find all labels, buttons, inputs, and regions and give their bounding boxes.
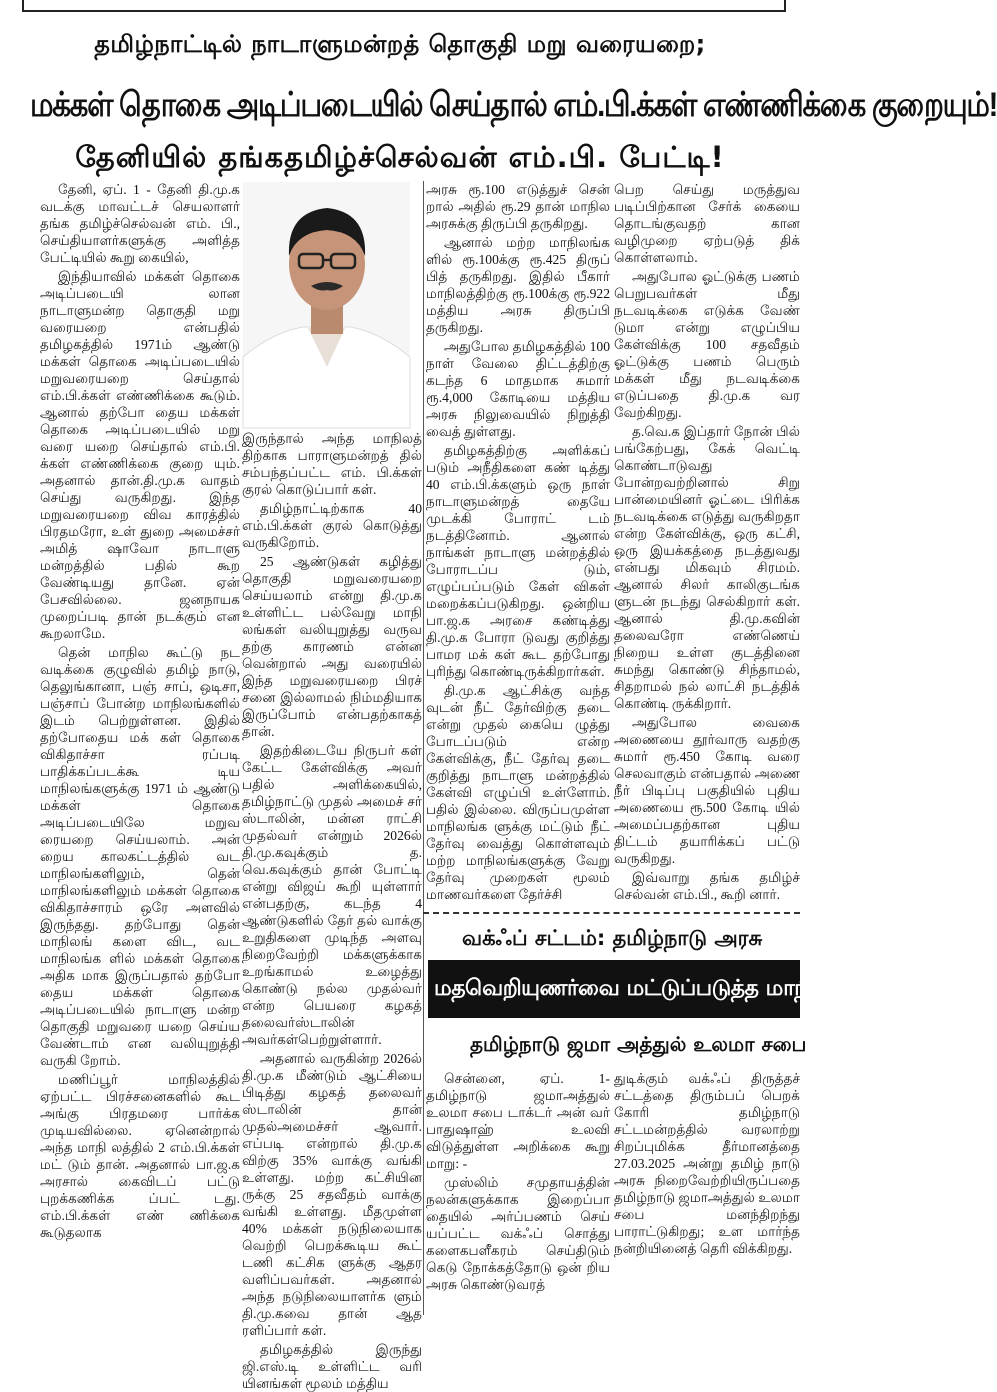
- portrait-image: [243, 182, 410, 428]
- paragraph: முஸ்லிம் சமுதாயத்தின் நலன்களுக்காக இறைப்பா தையில் அர்ப்பணம் செய் யப்பட்ட வக்ஃப் சொத்து களைகபளீகரம் செய்திடும் கெடு நோக்கத்தோடு ஒன் றிய அரசு கொண்டுவரத்: [426, 1175, 610, 1292]
- paragraph: ஆனால் மற்ற மாநிலங்க ளில் ரூ.100க்கு ரூ.425 திருப் பித் தருகிறது. இதில் பீகார் மாநிலத்திற்கு ரூ.100க்கு ரூ.922 மத்திய அரசு திருப்பி தருகிறது.: [426, 235, 610, 335]
- paragraph: தமிழகத்தில் இருந்து ஜி.எஸ்.டி உள்ளிட்ட வரி யினங்கள் மூலம் மத்திய: [242, 1342, 422, 1391]
- paragraph: த.வெ.க இப்தார் நோன் பில் பங்கேற்பது, கேக் வெட்டி கொண்டாடுவது போன்றவற்றினால் சிறு பான்மையினர் ஓட்டை பிரிக்க நடவடிக்கை எடுத்து வருகிறதா என்ற கேள்விக்கு, ஒரு கட்சி, ஒரு இயக்கத்தை நடத்துவது என்பது மிகவும் சிரமம். ஆனால் சிலர் காலிகுடங்க ளுடன் நடந்து செல்கிறார் கள். ஆனால் தி.மு.கவின் தலைவரோ எண்ணெய் நிறைய உள்ள குடத்தினை சுமந்து கொண்டு சிந்தாமல், சிதறாமல் நல் லாட்சி நடத்திக் கொண்டி ருக்கிறார்.: [614, 424, 800, 711]
- article-kicker: தமிழ்நாட்டில் நாடாளுமன்றத் தொகுதி மறு வரையறை;: [94, 30, 706, 58]
- article-headline: மக்கள் தொகை அடிப்படையில் செய்தால் எம்.பி.க்கள் எண்ணிக்கை குறையும்!: [30, 86, 997, 124]
- paragraph: தென் மாநில கூட்டு நட வடிக்கை குழுவில் தமிழ் நாடு, தெலுங்கானா, பஞ் சாப், ஒடிசா, பஞ்சாப் போன்ற மாநிலங்களில் இடம் பெற்றுள்ளன. இதில் தற்போதைய மக் கள் தொகை விகிதாச்சா ரப்படி பாதிக்கப்படக்கூ டிய மாநிலங்களுக்கு 1971 ம் ஆண்டு மக்கள் தொகை அடிப்படையிலே மறுவ ரையறை செய்யலாம். அன் றைய காலகட்டத்தில் வட மாநிலங்களிலும், தென் மாநிலங்களிலும் மக்கள் தொகை விகிதாச்சாரம் ஒரே அளவில் இருந்தது. தற்போது தென் மாநிலங் களை விட, வட மாநிலங்க ளில் மக்கள் தொகை அதிக மாக இருப்பதால் தற்போ தைய மக்கள் தொகை அடிப்படையில் நாடாளு மன்ற தொகுதி மறுவரை யறை செய்ய வேண்டாம் என வலியுறுத்தி வருகி றோம்.: [40, 645, 240, 1068]
- paragraph: இந்தியாவில் மக்கள் தொகை அடிப்படையி லான நாடாளுமன்ற தொகுதி மறு வரையறை என்பதில் தமிழகத்தில் 1971ம் ஆண்டு மக்கள் தொகை அடிப்படையில் மறுவரையறை செய்தால் எம்.பி.க்கள் எண்ணிக்கை கூடும். ஆனால் தற்போ தைய மக்கள் தொகை அடிப்படையில் மறு வரை யறை செய்தால் எம்.பி. க்கள் எண்ணிக்கை குறை யும். அதனால் தான்.தி.மு.க வாதம் செய்து வருகிறது. இந்த மறுவரையறை விவ காரத்தில் பிரதமரோ, உள் துறை அமைச்சர் அமித் ஷாவோ நாடாளு மன்றத்தில் பதில் கூற வேண்டியது தானே. ஏன் பேசவில்லை. ஜனநாயக முறைப்படி தான் நடக்கும் என கூறலாமே.: [40, 269, 240, 641]
- paragraph: இதற்கிடையே நிருபர் கள் கேட்ட கேள்விக்கு அவர் பதில் அளிக்கையில், தமிழ்நாட்டு முதல் அமைச் சர் ஸ்டாலின், மன்ன ராட்சி முதல்வர் என்றும் 2026ல் தி.மு.கவுக்கும் த. வெ.கவுக்கும் தான் போட்டி என்று விஜய் கூறி யுள்ளார் என்பதற்கு, கடந்த 4 ஆண்டுகளில் தேர் தல் வாக்கு உறுதிகளை முடிந்த அளவு நிறைவேற்றி மக்களுக்காக உறங்காமல் உழைத்து கொண்டு நல்ல முதல்வர் என்ற பெயரை கழகத் தலைவர்ஸ்டாலின் அவர்கள்பெற்றுள்ளார்.: [242, 743, 422, 1047]
- second-article-headline: மதவெறியுணர்வை மட்டுப்படுத்த மாநில அரசுகள்: [434, 976, 919, 1001]
- paragraph: துடிக்கும் வக்ஃப் திருத்தச் சட்டத்தை திரும்பப் பெறக் கோரி தமிழ்நாடு சட்டமன்றத்தில் வரலாற்று சிறப்புமிக்க தீர்மானத்தை 27.03.2025 அன்று தமிழ் நாடு அரசு நிறைவேற்றியிருப்பதை தமிழ்நாடு ஜமாஅத்துல் உலமா சபை மனந்திறந்து பாராட்டுகிறது; உள மார்ந்த நன்றியினைத் தெரி விக்கிறது.: [614, 1071, 800, 1256]
- paragraph: 25 ஆண்டுகள் கழித்து தொகுதி மறுவரையறை செய்யலாம் என்று தி.மு.க உள்ளிட்ட பல்வேறு மாநி லங்கள் வலியுறுத்து வருவ தற்கு காரணம் என்ன வென்றால் அது வரையில் இந்த மறுவரையறை பிரச் சனை இல்லாமல் நிம்மதியாக இருப்போம் என்பதற்காகத் தான்.: [242, 554, 422, 739]
- column-divider: [423, 181, 424, 1315]
- second-article-column-2: [614, 1070, 800, 1315]
- top-frame: [22, 0, 786, 12]
- paragraph: தி.மு.க ஆட்சிக்கு வந்த வுடன் நீட் தேர்விற்கு தடை என்று முதல் கையெ ழுத்து போடப்படும் என்ற கேள்விக்கு, நீட் தேர்வு தடை குறித்து நாடாளு மன்றத்தில் கேள்வி எழுப்பி உள்ளோம். பதில் இல்லை. விருப்பமுள்ள மாநிலங்க ளுக்கு மட்டும் நீட் தேர்வு வைத்து கொள்ளவும் மற்ற மாநிலங்களுக்கு வேறு தேர்வு முறைகள் மூலம் மாணவர்களை தேர்ச்சி: [426, 683, 610, 902]
- article-subhead: தேனியில் தங்கதமிழ்ச்செல்வன் எம்.பி. பேட்டி!: [75, 140, 725, 174]
- paragraph: சென்னை, ஏப். 1- தமிழ்நாடு ஜமாஅத்துல் உலமா சபை டாக்டர் அன் வர் பாதுஷாஹ் உலவி விடுத்துள்ள அறிக்கை கூறு மாறு: -: [426, 1071, 610, 1171]
- paragraph: மணிப்பூர் மாநிலத்தில் ஏற்பட்ட பிரச்சனைகளில் கூட அங்கு பிரதமரை பார்க்க முடியவில்லை. ஏனென்றால் அந்த மாநி லத்தில் 2 எம்.பி.க்கள் மட் டும் தான். அதனால் பா.ஜ.க அரசால் கைவிடப் பட்டு புறக்கணிக்க ப்பட் டது. எம்.பி.க்கள் எண் ணிக்கை கூடுதலாக: [40, 1072, 240, 1240]
- article-column-4: [614, 181, 800, 906]
- paragraph: இவ்வாறு தங்க தமிழ்ச் செல்வன் எம்.பி., கூறி னார்.: [614, 870, 800, 902]
- article-column-1: [40, 181, 240, 1311]
- second-article-kicker: வக்ஃப் சட்டம்: தமிழ்நாடு அரசு: [462, 926, 763, 950]
- paragraph: அதுபோல தமிழகத்தில் 100 நாள் வேலை திட்டத்திற்கு கடந்த 6 மாதமாக சுமார் ரூ.4,000 கோடியை மத்திய அரசு நிலுவையில் நிறுத்தி வைத் துள்ளது.: [426, 339, 610, 439]
- paragraph: அதுபோல வைகை அணையை தூர்வாரு வதற்கு சுமார் ரூ.450 கோடி வரை செலவாகும் என்பதால் அணை நீர் பிடிப்பு பகுதியில் புதிய அணையை ரூ.500 கோடி யில் அமைப்பதற்கான புதிய திட்டம் தயாரிக்கப் பட்டு வருகிறது.: [614, 715, 800, 866]
- article-column-2: [242, 430, 422, 1391]
- paragraph: அதனால் வருகின்ற 2026ல் தி.மு.க மீண்டும் ஆட்சியை பிடித்து கழகத் தலைவர் ஸ்டாலின் தான் முதல்அமைச்சர் ஆவார். எப்படி என்றால் தி.மு.க விற்கு 35% வாக்கு வங்கி உள்ளது. மற்ற கட்சியின ருக்கு 25 சதவீதம் வாக்கு வங்கி உள்ளது. மீதமுள்ள 40% மக்கள் நடுநிலையாக வெற்றி பெறக்கூடிய கூட் டணி கட்சிக ளுக்கு ஆதர வளிப்பவர்கள். அதனால் அந்த நடுநிலையாளர்க ளும் தி.மு.கவை தான் ஆத ரளிப்பார் கள்.: [242, 1051, 422, 1338]
- second-article-headline-banner: [428, 960, 919, 1018]
- paragraph: தமிழகத்திற்கு அளிக்கப் படும் அநீதிகளை கண் டித்து 40 எம்.பி.க்களும் ஒரு நாள் நாடாளுமன்றத் தையே முடக்கி போராட் டம் நடத்தினோம். ஆனால் நாங்கள் நாடாளு மன்றத்தில் போராடப்ப டும், எழுப்பப்படும் கேள் விகள் மறைக்கப்படுகிறது. ஒன்றிய பா.ஜ.க அரசை கண்டித்து தி.மு.க போரா டுவது குறித்து பாமர மக் கள் கூட தற்போது புரிந்து கொண்டிருக்கிறார்கள்.: [426, 443, 610, 679]
- second-article-column-1: [426, 1070, 610, 1315]
- paragraph: அரசு ரூ.100 எடுத்துச் சென் றால் அதில் ரூ.29 தான் மாநில அரசுக்கு திருப்பி தருகிறது.: [426, 182, 610, 231]
- section-divider: [423, 912, 800, 914]
- paragraph: தேனி, ஏப். 1 - தேனி தி.மு.க வடக்கு மாவட்டச் செயலாளர் தங்க தமிழ்ச்செல்வன் எம். பி., செய்தியாளர்களுக்கு அளித்த பேட்டியில் கூறு கையில்,: [40, 182, 240, 265]
- mp-portrait-photo: [243, 182, 410, 428]
- paragraph: அதுபோல ஓட்டுக்கு பணம் பெறுபவர்கள் மீது நடவடிக்கை எடுக்க வேண் டுமா என்று எழுப்பிய கேள்விக்கு 100 சதவீதம் ஓட்டுக்கு பணம் பெரும் மக்கள் மீது நடவடிக்கை எடுப்பதை தி.மு.க வர வேற்கிறது.: [614, 269, 800, 420]
- second-article-subhead: தமிழ்நாடு ஜமா அத்துல் உலமா சபை: [470, 1032, 807, 1056]
- article-column-3: [426, 181, 610, 906]
- paragraph: இருந்தால் அந்த மாநிலத் திற்காக பாராளுமன்றத் தில் சம்பந்தப்பட்ட எம். பி.க்கள் குரல் கொடுப்பார் கள்.: [242, 431, 422, 497]
- paragraph: பெற செய்து மருத்துவ படிப்பிற்கான சேர்க் கையை தொடங்குவதற் கான வழிமுறை ஏற்படுத் திக் கொள்ளலாம்.: [614, 182, 800, 265]
- paragraph: தமிழ்நாட்டிற்காக 40 எம்.பி.க்கள் குரல் கொடுத்து வருகிறோம்.: [242, 501, 422, 550]
